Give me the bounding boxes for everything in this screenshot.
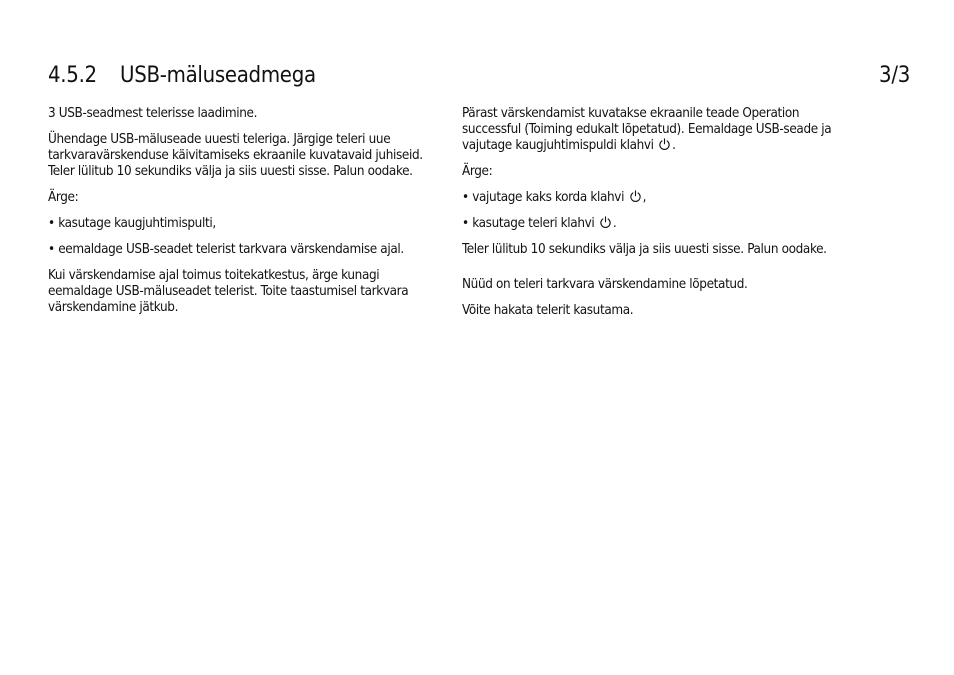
restart-note: Teler lülitub 10 sekundiks välja ja siis uuesti sisse. Palun oodake. (462, 242, 827, 257)
press-twice-text: • vajutage kaks korda klahvi (462, 190, 625, 205)
page-header (48, 62, 912, 92)
tv-key-end: . (612, 216, 617, 231)
warning-item-tv-key (462, 216, 846, 232)
press-twice-end: , (642, 190, 647, 205)
after-update-end: . (672, 138, 676, 153)
power-icon (629, 190, 642, 203)
ready-note: Võite hakata telerit kasutama. (462, 303, 634, 318)
right-column (462, 106, 846, 329)
section-number: 4.5.2 (48, 63, 97, 88)
warning-item-press-twice (462, 190, 846, 206)
connect-instructions: Ühendage USB-mäluseade uuesti teleriga. Järgige teleri uue tarkvaravärskenduse käivitamiseks ekraanile kuvatavaid juhiseid. Teler lülitub 10 sekundiks välja ja siis uuesti sisse. Palun oodake. (48, 132, 423, 179)
section-title: USB-mäluseadmega (120, 63, 316, 88)
warning-item-usb: • eemaldage USB-seadet telerist tarkvara värskendamise ajal. (48, 242, 404, 257)
left-column (48, 106, 432, 326)
after-update-text: Pärast värskendamist kuvatakse ekraanile teade Operation successful (Toiming edukalt lõpetatud). Eemaldage USB-seade ja vajutage kaugjuhtimispuldi klahvi (462, 106, 832, 153)
do-not-heading-2: Ärge: (462, 164, 493, 179)
power-failure-note: Kui värskendamise ajal toimus toitekatkestus, ärge kunagi eemaldage USB-mäluseadet telerist. Toite taastumisel tarkvara värskendamine jätkub. (48, 268, 409, 315)
page-indicator: 3/3 (879, 63, 910, 88)
power-icon (658, 138, 671, 151)
tv-key-text: • kasutage teleri klahvi (462, 216, 595, 231)
do-not-heading: Ärge: (48, 190, 79, 205)
warning-item-remote: • kasutage kaugjuhtimispulti, (48, 216, 216, 231)
step-heading: 3 USB-seadmest telerisse laadimine. (48, 106, 258, 121)
completion-note: Nüüd on teleri tarkvara värskendamine lõpetatud. (462, 277, 748, 292)
after-update-message (462, 106, 846, 154)
power-icon (599, 216, 612, 229)
